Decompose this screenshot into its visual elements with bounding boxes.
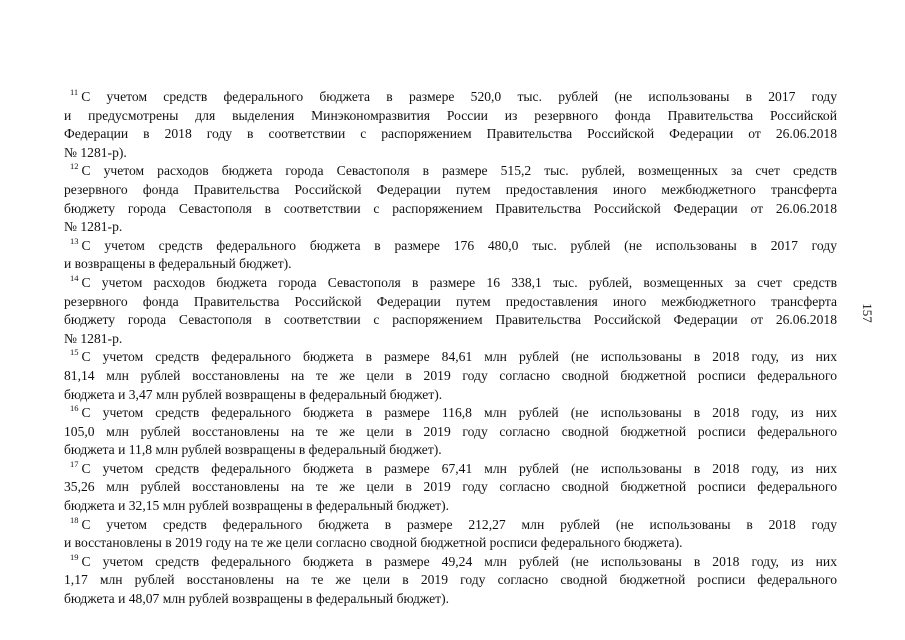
- footnote-line: резервного фонда Правительства Российской Федерации путем предоставления иного межбюджетного трансферта: [64, 181, 837, 197]
- footnote-line: [64, 348, 837, 367]
- footnote-marker: 18: [70, 514, 79, 525]
- footnote-line: бюджета и 32,15 млн рублей возвращены в федеральный бюджет).: [64, 498, 450, 514]
- footnote-19: [64, 553, 837, 609]
- footnote-line: [64, 404, 837, 423]
- footnote-line: [64, 274, 837, 293]
- footnote-marker: 11: [70, 87, 79, 97]
- footnote-15: [64, 348, 837, 404]
- footnote-line: 105,0 млн рублей восстановлены на те же цели в 2019 году согласно сводной бюджетной росписи федерального: [64, 423, 837, 439]
- footnote-text: С учетом средств федерального бюджета в размере 520,0 тыс. рублей (не использованы в 2017 году: [81, 89, 837, 104]
- footnotes-block: [64, 88, 837, 609]
- footnote-text: С учетом средств федерального бюджета в размере 84,61 млн рублей (не использованы в 2018 году, из них: [81, 349, 837, 365]
- page-number: 157: [859, 303, 875, 323]
- footnote-line: [64, 553, 837, 572]
- footnote-16: [64, 404, 837, 460]
- footnote-marker: 13: [70, 235, 79, 246]
- footnote-line: 35,26 млн рублей восстановлены на те же цели в 2019 году согласно сводной бюджетной росписи федерального: [64, 479, 837, 495]
- footnote-12: [64, 162, 837, 236]
- footnote-line: [64, 162, 837, 181]
- footnote-18: [64, 516, 837, 553]
- footnote-line: № 1281-р.: [64, 219, 123, 235]
- footnote-line: № 1281-р).: [64, 144, 127, 160]
- footnote-line: 81,14 млн рублей восстановлены на те же цели в 2019 году согласно сводной бюджетной росписи федерального: [64, 367, 837, 383]
- footnote-line: и возвращены в федеральный бюджет).: [64, 256, 292, 272]
- footnote-marker: 17: [70, 458, 79, 469]
- footnote-line: и предусмотрены для выделения Минэкономразвития России из резервного фонда Правительства Российской: [64, 107, 837, 123]
- footnote-text: С учетом расходов бюджета города Севастополя в размере 16 338,1 тыс. рублей, возмещенных за счет средств: [81, 274, 837, 290]
- footnote-line: [64, 237, 837, 256]
- footnote-marker: 14: [70, 272, 79, 283]
- footnote-line: бюджета и 11,8 млн рублей возвращены в федеральный бюджет).: [64, 442, 442, 458]
- footnote-line: бюджету города Севастополя в соответствии с распоряжением Правительства Российской Федерации от 26.06.2018: [64, 200, 837, 216]
- footnote-line: 1,17 млн рублей восстановлены на те же цели в 2019 году согласно сводной бюджетной росписи федерального: [64, 572, 837, 588]
- footnote-line: бюджета и 48,07 млн рублей возвращены в федеральный бюджет).: [64, 591, 450, 607]
- footnote-marker: 19: [70, 551, 79, 562]
- footnote-text: С учетом расходов бюджета города Севастополя в размере 515,2 тыс. рублей, возмещенных за счет средств: [81, 163, 837, 179]
- footnote-marker: 15: [70, 347, 79, 358]
- footnote-13: [64, 237, 837, 274]
- footnote-line: и восстановлены в 2019 году на те же цели согласно сводной бюджетной росписи федерального бюджета).: [64, 535, 683, 551]
- footnote-17: [64, 460, 837, 516]
- footnote-line: [64, 88, 837, 107]
- footnote-line: [64, 460, 837, 479]
- footnote-text: С учетом средств федерального бюджета в размере 67,41 млн рублей (не использованы в 2018 году, из них: [81, 460, 837, 476]
- footnote-line: бюджету города Севастополя в соответствии с распоряжением Правительства Российской Федерации от 26.06.2018: [64, 312, 837, 328]
- footnote-text: С учетом средств федерального бюджета в размере 212,27 млн рублей (не использованы в 2018 году: [81, 516, 837, 532]
- footnote-text: С учетом средств федерального бюджета в размере 176 480,0 тыс. рублей (не использованы в 2017 году: [81, 237, 837, 253]
- footnote-text: С учетом средств федерального бюджета в размере 116,8 млн рублей (не использованы в 2018 году, из них: [81, 405, 837, 421]
- footnote-marker: 12: [70, 161, 79, 172]
- footnote-11: [64, 88, 837, 162]
- footnote-14: [64, 274, 837, 348]
- footnote-line: бюджета и 3,47 млн рублей возвращены в федеральный бюджет).: [64, 386, 443, 402]
- footnote-line: № 1281-р.: [64, 330, 123, 346]
- footnote-text: С учетом средств федерального бюджета в размере 49,24 млн рублей (не использованы в 2018 году, из них: [81, 553, 837, 569]
- footnote-line: Федерации в 2018 году в соответствии с распоряжением Правительства Российской Федерации от 26.06.2018: [64, 126, 837, 142]
- footnote-line: [64, 516, 837, 535]
- footnote-marker: 16: [70, 403, 79, 414]
- footnote-line: резервного фонда Правительства Российской Федерации путем предоставления иного межбюджетного трансферта: [64, 293, 837, 309]
